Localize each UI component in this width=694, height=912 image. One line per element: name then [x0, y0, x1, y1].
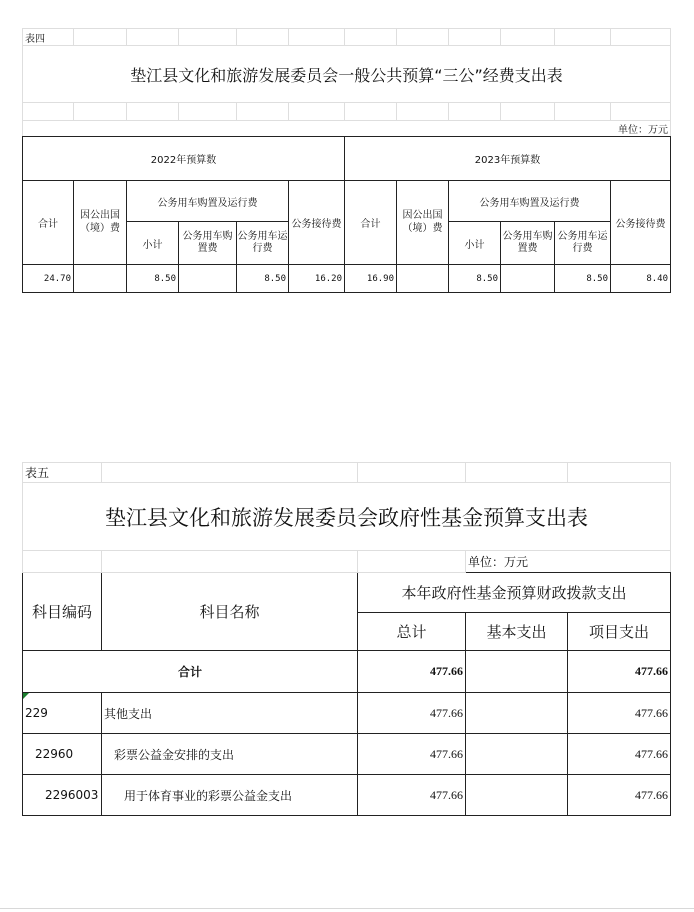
table4-grid — [22, 28, 671, 293]
table4-col-purchase-2023: 公务用车购置费 — [501, 222, 555, 265]
table4-abroad-2022 — [74, 265, 127, 293]
table-row — [23, 775, 671, 816]
table4-operation-2023: 8.50 — [555, 265, 611, 293]
table5-row-project: 477.66 — [568, 775, 671, 816]
table4-three-public-expenses — [22, 28, 670, 293]
table5-total-project: 477.66 — [568, 651, 671, 693]
table4-operation-2022: 8.50 — [237, 265, 289, 293]
table4-subtotal-2022: 8.50 — [127, 265, 179, 293]
table5-unit: 单位：万元 — [466, 551, 671, 573]
table5-row-project: 477.66 — [568, 734, 671, 775]
table5-row-project: 477.66 — [568, 693, 671, 734]
table4-col-reception-2022: 公务接待费 — [289, 181, 345, 265]
table4-col-subtotal-2023: 小计 — [449, 222, 501, 265]
table4-unit: 单位：万元 — [23, 121, 671, 137]
table4-col-abroad-2023: 因公出国（境）费 — [397, 181, 449, 265]
table4-col-abroad-2022: 因公出国（境）费 — [74, 181, 127, 265]
table4-col-total-2023: 合计 — [345, 181, 397, 265]
table4-col-total-2022: 合计 — [23, 181, 74, 265]
table5-row-code: 2296003 — [23, 775, 102, 816]
table4-year-2023-header: 2023年预算数 — [345, 137, 671, 181]
table5-row-total: 477.66 — [358, 775, 466, 816]
table5-row-basic — [466, 734, 568, 775]
table5-col-total: 总计 — [358, 613, 466, 651]
table4-year-2022-header: 2022年预算数 — [23, 137, 345, 181]
table5-row-name: 其他支出 — [102, 693, 358, 734]
table4-tag: 表四 — [23, 29, 74, 46]
table5-total-row — [23, 651, 671, 693]
table5-col-name: 科目名称 — [102, 573, 358, 651]
table5-row-total: 477.66 — [358, 734, 466, 775]
table4-subtotal-2023: 8.50 — [449, 265, 501, 293]
table5-col-project: 项目支出 — [568, 613, 671, 651]
table5-government-fund-expenditure — [22, 462, 670, 816]
table5-row-code: 22960 — [23, 734, 102, 775]
table4-col-subtotal-2022: 小计 — [127, 222, 179, 265]
cell-comment-marker-icon — [23, 693, 29, 699]
table5-grid — [22, 462, 671, 816]
table5-total-total: 477.66 — [358, 651, 466, 693]
table4-purchase-2022 — [179, 265, 237, 293]
table-row — [23, 693, 671, 734]
table4-abroad-2023 — [397, 265, 449, 293]
table5-row-name: 用于体育事业的彩票公益金支出 — [102, 775, 358, 816]
table4-col-purchase-2022: 公务用车购置费 — [179, 222, 237, 265]
table4-purchase-2023 — [501, 265, 555, 293]
table4-col-vehicle-group-2022: 公务用车购置及运行费 — [127, 181, 289, 222]
table5-col-code: 科目编码 — [23, 573, 102, 651]
table4-reception-2022: 16.20 — [289, 265, 345, 293]
table4-total-2023: 16.90 — [345, 265, 397, 293]
table5-title: 垫江县文化和旅游发展委员会政府性基金预算支出表 — [23, 483, 671, 551]
table4-col-reception-2023: 公务接待费 — [611, 181, 671, 265]
table5-total-label: 合计 — [23, 651, 358, 693]
page-bottom-divider — [0, 908, 694, 909]
table5-col-group: 本年政府性基金预算财政拨款支出 — [358, 573, 671, 613]
table4-title: 垫江县文化和旅游发展委员会一般公共预算“三公”经费支出表 — [23, 46, 671, 103]
table-row — [23, 734, 671, 775]
table4-col-operation-2022: 公务用车运行费 — [237, 222, 289, 265]
table4-reception-2023: 8.40 — [611, 265, 671, 293]
table4-col-operation-2023: 公务用车运行费 — [555, 222, 611, 265]
table5-row-basic — [466, 693, 568, 734]
table5-total-basic — [466, 651, 568, 693]
table5-tag: 表五 — [23, 463, 102, 483]
table5-row-total: 477.66 — [358, 693, 466, 734]
table4-col-vehicle-group-2023: 公务用车购置及运行费 — [449, 181, 611, 222]
table5-row-name: 彩票公益金安排的支出 — [102, 734, 358, 775]
table5-row-basic — [466, 775, 568, 816]
table5-col-basic: 基本支出 — [466, 613, 568, 651]
table5-row-code: 229 — [23, 693, 102, 734]
table4-total-2022: 24.70 — [23, 265, 74, 293]
